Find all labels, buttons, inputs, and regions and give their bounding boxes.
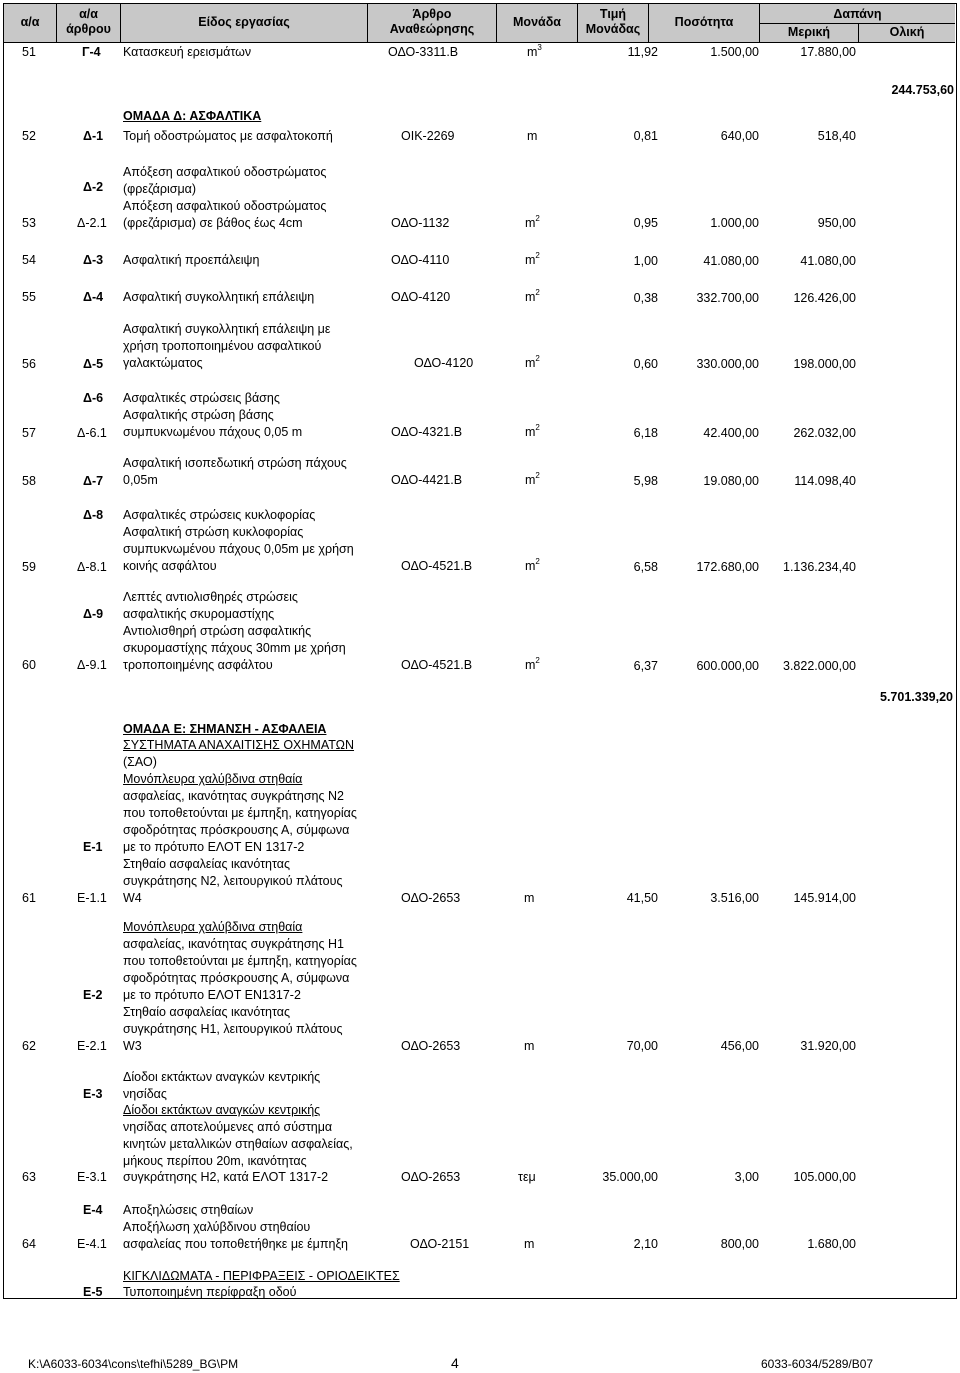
row-52-partial: 518,40 bbox=[817, 129, 856, 143]
row-58-partial: 114.098,40 bbox=[794, 474, 856, 488]
row-56-desc-1: Ασφαλτική συγκολλητική επάλειψη με bbox=[123, 322, 331, 336]
row-52-price: 640,00 bbox=[720, 129, 759, 143]
row-61-desc-1: ΣΥΣΤΗΜΑΤΑ ΑΝΑΧΑΙΤΙΣΗΣ ΟΧΗΜΑΤΩΝ bbox=[123, 738, 355, 752]
row-63-partial: 105.000,00 bbox=[793, 1170, 856, 1184]
row-61-desc-9: συγκράτησης Ν2, λειτουργικού πλάτους bbox=[123, 874, 343, 888]
row-53-partial: 950,00 bbox=[817, 216, 856, 230]
row-54-aa: 54 bbox=[22, 253, 36, 267]
row-58-article: ΟΔΟ-4421.Β bbox=[391, 473, 463, 487]
row-53-desc-2: (φρεζάρισμα) bbox=[123, 182, 197, 196]
row-52-code: Δ-1 bbox=[83, 129, 104, 143]
row-57-code: Δ-6.1 bbox=[77, 426, 107, 440]
row-56-article: ΟΔΟ-4120 bbox=[414, 356, 474, 370]
row-63-desc-5: κινητών μεταλλικών στηθαίων ασφαλείας, bbox=[123, 1137, 353, 1151]
row-55-price: 332.700,00 bbox=[696, 291, 759, 305]
footer-ref: 6033-6034/5289/Β07 bbox=[761, 1357, 874, 1371]
row-63-price: 3,00 bbox=[734, 1170, 759, 1184]
row-61-code-group: Ε-1 bbox=[83, 840, 103, 854]
row-62-code-group: Ε-2 bbox=[83, 988, 103, 1002]
row-55-unit: $m^2$ bbox=[525, 288, 540, 304]
row-58-unit: $m^2$ bbox=[525, 471, 540, 487]
row-60-desc-3: Αντιολισθηρή στρώση ασφαλτικής bbox=[123, 624, 312, 638]
cost-table bbox=[3, 3, 957, 1299]
row-52-desc: Τομή οδοστρώματος με ασφαλτοκοπή bbox=[123, 129, 333, 143]
row-51-qty: 11,92 bbox=[627, 45, 658, 59]
row-51-price: 1.500,00 bbox=[710, 45, 759, 59]
col-timi-line1: Τιμή bbox=[599, 7, 627, 21]
row-63-article: ΟΔΟ-2653 bbox=[401, 1170, 461, 1184]
col-eidos: Είδος εργασίας bbox=[198, 15, 290, 29]
row-51-partial: 17.880,00 bbox=[800, 45, 856, 59]
row-55-aa: 55 bbox=[22, 290, 36, 304]
row-64-price: 800,00 bbox=[720, 1237, 759, 1251]
row-61-desc-2: (ΣΑΟ) bbox=[123, 755, 157, 769]
row-60-desc-4: σκυρομαστίχης πάχους 30mm με χρήση bbox=[123, 641, 346, 655]
row-51-article: ΟΔΟ-3311.Β bbox=[388, 45, 459, 59]
row-61-desc-5: που τοποθετούνται με έμπηξη, κατηγορίας bbox=[123, 806, 357, 820]
row-63-qty: 35.000,00 bbox=[602, 1170, 658, 1184]
row-55-partial: 126.426,00 bbox=[793, 291, 856, 305]
col-arthro-line1: Άρθρο bbox=[412, 7, 452, 21]
row-53-article: ΟΔΟ-1132 bbox=[391, 216, 450, 230]
row-64-aa: 64 bbox=[22, 1237, 36, 1251]
row-61-desc-4: ασφαλείας, ικανότητας συγκράτησης Ν2 bbox=[123, 789, 344, 803]
row-60-aa: 60 bbox=[22, 658, 36, 672]
row-53-code: Δ-2.1 bbox=[77, 216, 107, 230]
row-51-aa: 51 bbox=[22, 45, 36, 59]
row-61-aa: 61 bbox=[22, 891, 36, 905]
row-60-qty: 6,37 bbox=[633, 659, 658, 673]
row-58-desc-2: 0,05m bbox=[123, 473, 158, 487]
row-56-unit: $m^2$ bbox=[525, 354, 540, 370]
col-arthrou bbox=[57, 7, 120, 37]
row-58-aa: 58 bbox=[22, 474, 36, 488]
row-59-qty: 6,58 bbox=[633, 560, 658, 574]
row-55-code: Δ-4 bbox=[83, 290, 104, 304]
footer-path: K:\A6033-6034\cons\tefhi\5289_BG\PM bbox=[28, 1357, 239, 1371]
e5-title: ΚΙΓΚΛΙΔΩΜΑΤΑ - ΠΕΡΙΦΡΑΞΕΙΣ - ΟΡΙΟΔΕΙΚΤΕΣ bbox=[123, 1269, 400, 1283]
row-62-price: 456,00 bbox=[720, 1039, 759, 1053]
row-56-code: Δ-5 bbox=[83, 357, 104, 371]
row-58-desc-1: Ασφαλτική ισοπεδωτική στρώση πάχους bbox=[123, 456, 347, 470]
row-61-article: ΟΔΟ-2653 bbox=[401, 891, 461, 905]
row-60-unit: $m^2$ bbox=[525, 656, 540, 672]
row-57-partial: 262.032,00 bbox=[793, 426, 856, 440]
row-51-code: Γ-4 bbox=[82, 45, 101, 59]
row-64-partial: 1.680,00 bbox=[807, 1237, 856, 1251]
col-arthro bbox=[368, 7, 496, 37]
row-57-desc-2: Ασφαλτικής στρώση βάσης bbox=[123, 408, 274, 422]
row-63-desc-2: νησίδας bbox=[123, 1087, 167, 1101]
row-60-code: Δ-9.1 bbox=[77, 658, 107, 672]
row-62-desc-7: συγκράτησης Η1, λειτουργικού πλάτους bbox=[123, 1022, 343, 1036]
col-monada: Μονάδα bbox=[513, 15, 561, 29]
row-53-aa: 53 bbox=[22, 216, 36, 230]
row-59-desc-2: Ασφαλτική στρώση κυκλοφορίας bbox=[123, 525, 304, 539]
row-57-aa: 57 bbox=[22, 426, 36, 440]
row-61-code: Ε-1.1 bbox=[77, 891, 107, 905]
row-57-code-group: Δ-6 bbox=[83, 391, 104, 405]
row-64-unit: m bbox=[524, 1237, 535, 1251]
row-62-desc-5: με το πρότυπο ΕΛΟΤ ΕΝ1317-2 bbox=[123, 988, 301, 1002]
row-61-price: 3.516,00 bbox=[710, 891, 759, 905]
row-60-article: ΟΔΟ-4521.Β bbox=[401, 658, 473, 672]
row-59-code-group: Δ-8 bbox=[83, 508, 104, 522]
col-arthro-line2: Αναθεώρησης bbox=[389, 22, 475, 36]
row-58-qty: 5,98 bbox=[633, 474, 658, 488]
row-56-desc-2: χρήση τροποποιημένου ασφαλτικού bbox=[123, 339, 322, 353]
row-63-unit: τεμ bbox=[518, 1170, 536, 1184]
row-51-desc: Κατασκευή ερεισμάτων bbox=[123, 45, 252, 59]
row-61-desc-6: σφοδρότητας πρόσκρουσης Α, σύμφωνα bbox=[123, 823, 350, 837]
row-60-price: 600.000,00 bbox=[696, 659, 759, 673]
row-54-code: Δ-3 bbox=[83, 253, 104, 267]
col-arthrou-line1: α/α bbox=[79, 7, 98, 21]
row-57-article: ΟΔΟ-4321.Β bbox=[391, 425, 463, 439]
row-63-desc-6: μήκους περίπου 20m, ικανότητας bbox=[123, 1154, 307, 1168]
row-52-unit: m bbox=[527, 129, 538, 143]
row-58-price: 19.080,00 bbox=[703, 474, 759, 488]
row-62-unit: m bbox=[524, 1039, 535, 1053]
row-59-aa: 59 bbox=[22, 560, 36, 574]
group-e-title: ΟΜΑΔΑ Ε: ΣΗΜΑΝΣΗ - ΑΣΦΑΛΕΙΑ bbox=[123, 722, 327, 736]
row-63-aa: 63 bbox=[22, 1170, 36, 1184]
row-63-code-group: Ε-3 bbox=[83, 1087, 103, 1101]
col-dapani: Δαπάνη bbox=[833, 7, 882, 21]
col-posotita: Ποσότητα bbox=[674, 15, 734, 29]
row-53-desc-1: Απόξεση ασφαλτικού οδοστρώματος bbox=[123, 165, 327, 179]
row-62-qty: 70,00 bbox=[626, 1039, 658, 1053]
row-60-desc-2: ασφαλτικής σκυρομαστίχης bbox=[123, 607, 275, 621]
row-54-desc: Ασφαλτική προεπάλειψη bbox=[123, 253, 260, 267]
row-53-desc-4: (φρεζάρισμα) σε βάθος έως 4cm bbox=[123, 216, 303, 230]
row-51-unit: $m^3$ bbox=[527, 43, 542, 59]
row-53-desc-3: Απόξεση ασφαλτικού οδοστρώματος bbox=[123, 199, 327, 213]
row-54-partial: 41.080,00 bbox=[800, 254, 856, 268]
col-timi-line2: Μονάδας bbox=[585, 22, 641, 36]
row-59-code: Δ-8.1 bbox=[77, 560, 107, 574]
row-53-unit: $m^2$ bbox=[525, 214, 540, 230]
row-52-aa: 52 bbox=[22, 129, 36, 143]
row-63-code: Ε-3.1 bbox=[77, 1170, 107, 1184]
row-55-qty: 0,38 bbox=[633, 291, 658, 305]
row-52-article: ΟΙΚ-2269 bbox=[401, 129, 455, 143]
row-64-qty: 2,10 bbox=[633, 1237, 658, 1251]
row-54-unit: $m^2$ bbox=[525, 251, 540, 267]
row-52-qty: 0,81 bbox=[633, 129, 658, 143]
row-62-article: ΟΔΟ-2653 bbox=[401, 1039, 461, 1053]
row-60-desc-1: Λεπτές αντιολισθηρές στρώσεις bbox=[123, 590, 298, 604]
page-number: 4 bbox=[451, 1355, 459, 1371]
row-59-partial: 1.136.234,40 bbox=[783, 560, 856, 574]
row-58-code: Δ-7 bbox=[83, 474, 104, 488]
group-d-title: ΟΜΑΔΑ Δ: ΑΣΦΑΛΤΙΚΑ bbox=[123, 109, 262, 123]
row-56-qty: 0,60 bbox=[633, 357, 658, 371]
row-63-desc-1: Δίοδοι εκτάκτων αναγκών κεντρικής bbox=[123, 1070, 321, 1084]
col-arthrou-line2: άρθρου bbox=[66, 22, 111, 36]
row-61-unit: m bbox=[524, 891, 535, 905]
row-61-desc-7: με το πρότυπο ΕΛΟΤ ΕΝ 1317-2 bbox=[123, 840, 305, 854]
col-meriki: Μερική bbox=[787, 25, 831, 39]
row-61-partial: 145.914,00 bbox=[793, 891, 856, 905]
row-59-price: 172.680,00 bbox=[696, 560, 759, 574]
row-54-qty: 1,00 bbox=[633, 254, 658, 268]
total-group-d: 5.701.339,20 bbox=[880, 690, 953, 704]
row-57-desc-3: συμπυκνωμένου πάχους 0,05 m bbox=[123, 425, 303, 439]
row-56-aa: 56 bbox=[22, 357, 36, 371]
row-63-desc-3: Δίοδοι εκτάκτων αναγκών κεντρικής bbox=[123, 1103, 321, 1117]
row-60-code-group: Δ-9 bbox=[83, 607, 104, 621]
row-64-code-group: Ε-4 bbox=[83, 1203, 103, 1217]
row-60-partial: 3.822.000,00 bbox=[783, 659, 856, 673]
row-64-article: ΟΔΟ-2151 bbox=[410, 1237, 470, 1251]
row-53-qty: 0,95 bbox=[633, 216, 658, 230]
row-54-price: 41.080,00 bbox=[703, 254, 759, 268]
row-59-article: ΟΔΟ-4521.Β bbox=[401, 559, 473, 573]
row-54-article: ΟΔΟ-4110 bbox=[391, 253, 450, 267]
col-timi bbox=[578, 7, 648, 37]
row-56-price: 330.000,00 bbox=[696, 357, 759, 371]
e5-code: Ε-5 bbox=[83, 1285, 103, 1299]
row-61-desc-8: Στηθαίο ασφαλείας ικανότητας bbox=[123, 857, 291, 871]
row-62-aa: 62 bbox=[22, 1039, 36, 1053]
row-64-code: Ε-4.1 bbox=[77, 1237, 107, 1251]
row-61-qty: 41,50 bbox=[626, 891, 658, 905]
row-64-desc-3: ασφαλείας που τοποθετήθηκε με έμπηξη bbox=[123, 1237, 348, 1251]
row-62-desc-8: W3 bbox=[123, 1039, 142, 1053]
row-53-code-group: Δ-2 bbox=[83, 180, 104, 194]
row-62-desc-4: σφοδρότητας πρόσκρουσης Α, σύμφωνα bbox=[123, 971, 350, 985]
row-57-qty: 6,18 bbox=[633, 426, 658, 440]
row-62-desc-2: ασφαλείας, ικανότητας συγκράτησης Η1 bbox=[123, 937, 344, 951]
col-oliki: Ολική bbox=[889, 25, 925, 39]
table-header bbox=[4, 4, 955, 43]
row-61-desc-3: Μονόπλευρα χαλύβδινα στηθαία bbox=[123, 772, 303, 786]
row-57-price: 42.400,00 bbox=[703, 426, 759, 440]
row-64-desc-1: Αποξηλώσεις στηθαίων bbox=[123, 1203, 254, 1217]
row-59-desc-3: συμπυκνωμένου πάχους 0,05m με χρήση bbox=[123, 542, 354, 556]
e5-desc: Τυποποιημένη περίφραξη οδού bbox=[123, 1285, 297, 1299]
row-59-desc-1: Ασφαλτικές στρώσεις κυκλοφορίας bbox=[123, 508, 316, 522]
row-55-desc: Ασφαλτική συγκολλητική επάλειψη bbox=[123, 290, 315, 304]
col-aa: α/α bbox=[20, 15, 40, 29]
row-53-price: 1.000,00 bbox=[710, 216, 759, 230]
row-62-desc-1: Μονόπλευρα χαλύβδινα στηθαία bbox=[123, 920, 303, 934]
row-62-desc-3: που τοποθετούνται με έμπηξη, κατηγορίας bbox=[123, 954, 357, 968]
row-56-desc-3: γαλακτώματος bbox=[123, 356, 203, 370]
row-61-desc-10: W4 bbox=[123, 891, 142, 905]
row-59-desc-4: κοινής ασφάλτου bbox=[123, 559, 217, 573]
row-62-partial: 31.920,00 bbox=[800, 1039, 856, 1053]
row-59-unit: $m^2$ bbox=[525, 557, 540, 573]
row-63-desc-7: συγκράτησης Η2, κατά ΕΛΟΤ 1317-2 bbox=[123, 1170, 329, 1184]
row-56-partial: 198.000,00 bbox=[793, 357, 856, 371]
row-63-desc-4: νησίδας αποτελούμενες από σύστημα bbox=[123, 1120, 333, 1134]
row-57-desc-1: Ασφαλτικές στρώσεις βάσης bbox=[123, 391, 280, 405]
row-62-desc-6: Στηθαίο ασφαλείας ικανότητας bbox=[123, 1005, 291, 1019]
row-55-article: ΟΔΟ-4120 bbox=[391, 290, 451, 304]
total-group-g: 244.753,60 bbox=[891, 83, 954, 97]
row-60-desc-5: τροποποιημένης ασφάλτου bbox=[123, 658, 273, 672]
row-64-desc-2: Αποξήλωση χαλύβδινου στηθαίου bbox=[123, 1220, 311, 1234]
row-57-unit: $m^2$ bbox=[525, 423, 540, 439]
row-62-code: Ε-2.1 bbox=[77, 1039, 107, 1053]
